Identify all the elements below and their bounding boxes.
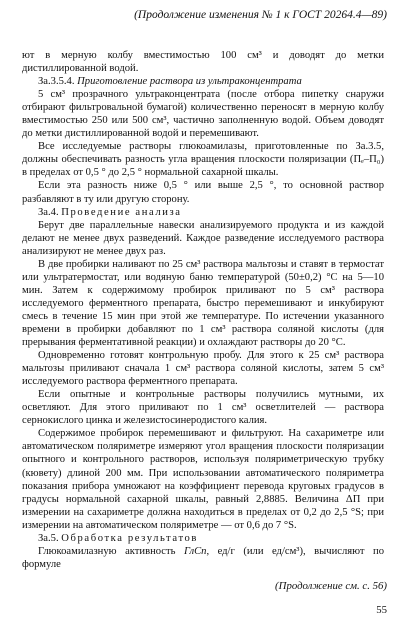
section-title: Обработка результатов bbox=[61, 532, 199, 544]
paragraph: Если опытные и контрольные растворы получились мутными, их осветляют. Для этого приливают по 1 см³ осветлителей — раствора сернокислого цинка и железистосинеродистого калия. bbox=[22, 389, 384, 427]
section-title: Приготовление раствора из ультраконцентрата bbox=[77, 76, 302, 88]
section-heading bbox=[22, 206, 384, 219]
section-number: За.3.5.4. bbox=[38, 76, 75, 88]
page-header: (Продолжение изменения № 1 к ГОСТ 20264.4—89) bbox=[134, 9, 387, 21]
paragraph: 5 см³ прозрачного ультраконцентрата (после отбора пипетку снаружи отбирают фильтровальной бумагой) количественно переносят в мерную колбу вместимостью 250 или 500 см³, частично заполненную водой. Объем доводят до метки дистиллированной водой и перемешивают. bbox=[22, 89, 384, 140]
section-heading bbox=[22, 532, 384, 545]
paragraph: Одновременно готовят контрольную пробу. Для этого к 25 см³ раствора мальтозы приливают сначала 1 см³ раствора соляной кислоты, затем 5 см³ исследуемого раствора ферментного препарата. bbox=[22, 350, 384, 388]
section-heading bbox=[22, 75, 384, 88]
page-number: 55 bbox=[376, 604, 387, 616]
activity-symbol: ГлСп bbox=[183, 545, 207, 557]
section-title: Проведение анализа bbox=[61, 206, 182, 218]
section-number: За.4. bbox=[38, 206, 59, 218]
section-number: За.5. bbox=[38, 532, 59, 544]
paragraph: В две пробирки наливают по 25 см³ раствора мальтозы и ставят в термостат или ультратермостат, или водяную баню температурой (50±0,2) °С на 5—10 мин. Затем к содержимому пробирок приливают по 5 см³ раствора исследуемого ферментного препарата, быстро перемешивают и инкубируют смесь в течение 15 мин при этой же температуре. По истечении указанного времени в пробирки добавляют по 1 см³ раствора соляной кислоты (для прерывания ферментативной реакции) и охлаждают растворы до 20 °С. bbox=[22, 258, 384, 349]
paragraph: ют в мерную колбу вместимостью 100 см³ и доводят до метки дистиллированной водой. bbox=[22, 50, 384, 75]
paragraph: Все исследуемые растворы глюкоамилазы, приготовленные по За.3.5, должны обеспечивать разность угла вращения плоскости поляризации (Пₑ–П₀) в пределах от 0,5 ° до 2,5 ° нормальной сахарной шкалы. bbox=[22, 141, 384, 179]
page-body bbox=[22, 49, 384, 571]
continuation-note: (Продолжение см. с. 56) bbox=[275, 580, 387, 592]
paragraph: Если эта разность ниже 0,5 ° или выше 2,5 °, то основной раствор разбавляют в ту или другую сторону. bbox=[22, 180, 384, 205]
paragraph: Содержимое пробирок перемешивают и фильтруют. На сахариметре или автоматическом поляриметре измеряют угол вращения плоскости поляризации опытного и контрольного растворов, используя поляриметрическую трубку (кювету) длиной 200 мм. При использовании автоматического поляриметра показания прибора умножают на коэффициент перевода круговых градусов в градусы нормальной сахарной шкалы, равный 2,8885. Величина ΔП при измерении на сахариметре должна находиться в пределах от 0,2 до 2,5 °S; при измерении на автоматическом поляриметре — от 0,6 до 7 °S. bbox=[22, 428, 384, 531]
paragraph: Глюкоамилазную активность ГлСп, ед/г (или ед/см³), вычисляют по формуле bbox=[22, 545, 384, 570]
paragraph: Берут две параллельные навески анализируемого продукта и из каждой делают не менее двух разведений. Каждое разведение исследуемого раствора анализируют не менее двух раз. bbox=[22, 219, 384, 257]
